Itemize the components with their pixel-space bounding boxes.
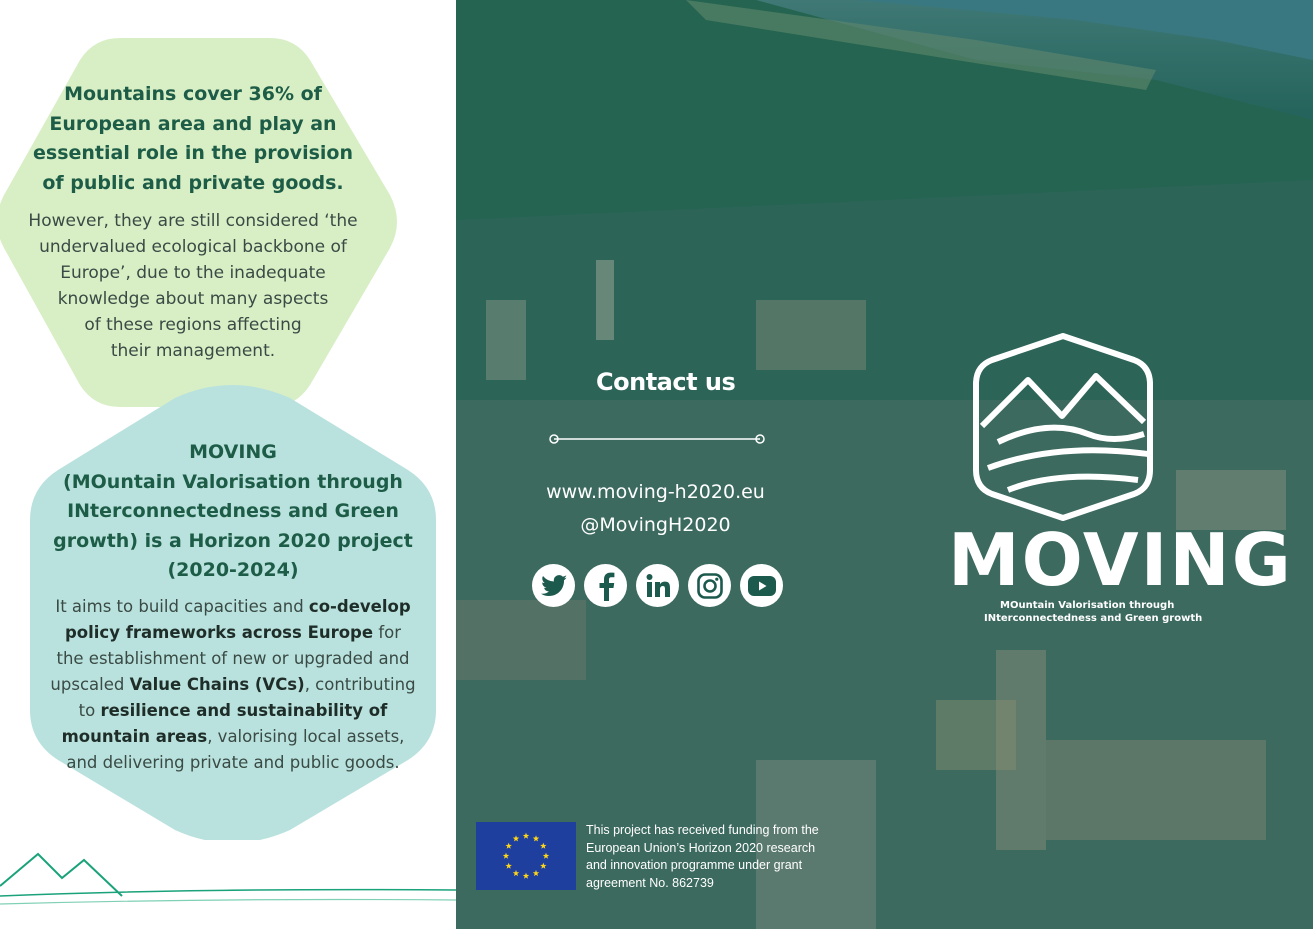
contact-divider [548, 432, 768, 446]
hex2-body-text: , valorising local assets, and delivering private and public goods. [66, 726, 405, 772]
hex2-title-line: (2020-2024) [167, 559, 299, 581]
twitter-handle[interactable]: @MovingH2020 [580, 514, 731, 536]
social-icons [532, 564, 783, 607]
eu-star [540, 843, 546, 849]
hex2-title-line: growth) is a Horizon 2020 project [53, 529, 413, 552]
hex2-body-text: It aims to build capacities and [55, 596, 309, 616]
linkedin-icon[interactable] [636, 564, 679, 607]
mountain-line-decoration [0, 848, 456, 908]
facebook-icon[interactable] [584, 564, 627, 607]
hex1-title [28, 80, 358, 198]
eu-star [513, 835, 519, 841]
hex2-content [50, 438, 416, 776]
hex2-body-text: , contributing to [78, 674, 416, 720]
eu-star [523, 873, 529, 879]
hex2-title-line: INterconnectedness and Green [67, 500, 399, 522]
hex1-title-line: Mountains cover 36% of [64, 83, 322, 105]
tagline-line: MOuntain Valorisation through [1000, 600, 1175, 611]
eu-stars [476, 822, 576, 890]
hex1-content [28, 80, 358, 364]
eu-star [533, 870, 539, 876]
hex2-body-text: for the establishment of new or upgraded and upscaled [50, 622, 410, 694]
hex1-title-line: essential role in the provision [33, 142, 353, 164]
hex1-body-line: of these regions affecting [84, 315, 302, 335]
hex1-title-line: European area and play an [49, 112, 337, 135]
youtube-icon[interactable] [740, 564, 783, 607]
hex1-body-line: their management. [110, 341, 276, 361]
eu-funding-line: European Union’s Horizon 2020 research [586, 840, 816, 855]
brand-name: MOVING [948, 518, 1293, 602]
eu-star [513, 870, 519, 876]
eu-star [540, 863, 546, 869]
contact-info [528, 476, 783, 542]
hex1-body [28, 208, 358, 364]
eu-star [505, 863, 511, 869]
moving-logo-icon [938, 330, 1188, 525]
hex1-body-line: However, they are still considered ‘the [28, 211, 358, 231]
eu-funding-notice [586, 822, 841, 892]
eu-star [523, 833, 529, 839]
hex2-body-bold: Value Chains (VCs) [129, 674, 305, 694]
eu-star [505, 843, 511, 849]
tagline-line: INterconnectedness and Green growth [984, 612, 1203, 624]
hex1-body-line: Europe’, due to the inadequate [60, 263, 326, 283]
hex2-body-bold: co-develop policy frameworks across Europe [64, 596, 411, 642]
hex2-body [50, 594, 416, 776]
eu-star [543, 853, 549, 859]
hex2-body-bold: resilience and sustainability of mountain areas [61, 700, 388, 746]
hex1-title-line: of public and private goods. [42, 171, 344, 194]
hex1-body-line: undervalued ecological backbone of [39, 237, 347, 257]
eu-funding-line: agreement No. 862739 [586, 875, 714, 890]
eu-star [533, 835, 539, 841]
hex1-body-line: knowledge about many aspects [57, 289, 329, 309]
hex2-title-line: MOVING [189, 441, 277, 463]
hex2-title-line: (MOuntain Valorisation through [63, 470, 403, 493]
left-panel [0, 0, 456, 929]
contact-title: Contact us [596, 368, 736, 396]
instagram-icon[interactable] [688, 564, 731, 607]
hex2-title [50, 438, 416, 586]
right-panel [456, 0, 1313, 929]
brand-tagline [984, 600, 1202, 625]
eu-flag-icon [476, 822, 576, 890]
eu-funding-line: and innovation programme under grant [586, 858, 803, 872]
eu-funding-line: This project has received funding from the [586, 823, 819, 837]
eu-star [503, 853, 509, 859]
twitter-icon[interactable] [532, 564, 575, 607]
website-link[interactable]: www.moving-h2020.eu [546, 481, 765, 503]
